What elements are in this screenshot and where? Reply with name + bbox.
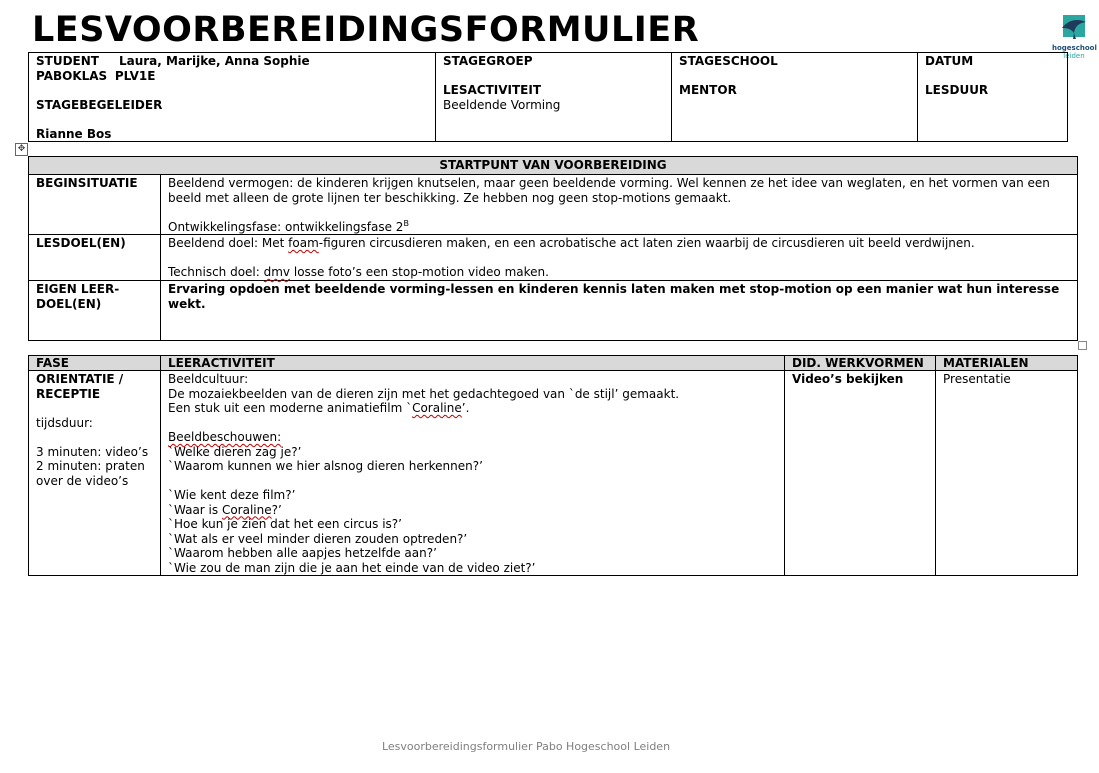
logo-text-hogeschool: hogeschool (1052, 44, 1097, 52)
eigen-label-line1: EIGEN LEER- (36, 282, 120, 296)
beginsituatie-label: BEGINSITUATIE (29, 175, 161, 235)
beginsituatie-cell (161, 175, 1078, 235)
stageschool-cell (672, 53, 918, 142)
act-line8-coraline: Coraline (221, 502, 272, 517)
act-line7: `Wie kent deze film?’ (168, 488, 296, 502)
student-value: Laura, Marijke, Anna Sophie (118, 54, 310, 68)
werkvorm-cell: Video’s bekijken (785, 371, 936, 576)
ontwikkelingsfase-sup: B (403, 218, 409, 228)
fase-line1: ORIENTATIE / (36, 372, 124, 386)
technisch-post: losse foto’s een stop-motion video maken. (290, 265, 549, 279)
act-line8-pre: `Waar is (168, 502, 222, 517)
fase-table (28, 355, 1078, 576)
duur-line1: 3 minuten: video’s (36, 444, 149, 459)
col-leeractiviteit: LEERACTIVITEIT (161, 356, 785, 371)
act-line11: `Waarom hebben alle aapjes hetzelfde aan?’ (168, 546, 437, 560)
eigen-label-line2: DOEL(EN) (36, 296, 102, 311)
bird-logo-icon (1059, 14, 1089, 40)
stageschool-label: STAGESCHOOL (679, 54, 778, 68)
paboklas-label: PABOKLAS (36, 68, 108, 83)
lesactiviteit-label: LESACTIVITEIT (443, 83, 542, 97)
student-label: STUDENT (36, 54, 99, 68)
lesdoel-label: LESDOEL(EN) (29, 235, 161, 281)
tijdsduur-label: tijdsduur: (36, 415, 93, 430)
col-werkvormen: DID. WERKVORMEN (785, 356, 936, 371)
lesdoel-post: -figuren circusdieren maken, en een acrobatische act laten zien waarbij de circusdieren uit beeld verdwijnen. (318, 236, 975, 250)
act-line9: `Hoe kun je zien dat het een circus is?’ (168, 517, 402, 531)
act-line10: `Wat als er veel minder dieren zouden optreden?’ (168, 531, 468, 546)
datum-label: DATUM (925, 54, 974, 68)
info-table (28, 52, 1068, 142)
eigen-leerdoel-text: Ervaring opdoen met beeldende vorming-lessen en kinderen kennis laten maken met stop-motion op een manier wat hun interesse wekt. (161, 281, 1078, 341)
act-line4: Beeldbeschouwen: (168, 430, 282, 444)
act-line8-post: ?’ (271, 502, 282, 517)
fase-line2: RECEPTIE (36, 386, 101, 401)
startpunt-table (28, 156, 1078, 341)
act-line1: Beeldcultuur: (168, 372, 249, 386)
startpunt-header: STARTPUNT VAN VOORBEREIDING (29, 157, 1078, 175)
table-move-handle-icon[interactable]: ✥ (15, 143, 28, 156)
duur-line2: 2 minuten: praten (36, 459, 145, 473)
lesdoel-pre: Beeldend doel: Met (168, 236, 289, 250)
act-line12: `Wie zou de man zijn die je aan het einde van de video ziet?’ (168, 560, 536, 575)
stagebegeleider-value: Rianne Bos (36, 126, 112, 141)
lesdoel-foam: foam (288, 236, 319, 250)
mentor-label: MENTOR (679, 83, 737, 97)
duur-line3: over de video’s (36, 473, 129, 488)
fase-cell (29, 371, 161, 576)
act-line3-pre: Een stuk uit een moderne animatiefilm ` (168, 401, 413, 415)
student-cell (29, 53, 436, 142)
table-resize-handle-icon[interactable] (1078, 341, 1087, 350)
act-line3-post: ’. (461, 401, 470, 415)
ontwikkelingsfase-text: Ontwikkelingsfase: ontwikkelingsfase 2 (168, 219, 404, 234)
act-line3-coraline: Coraline (412, 401, 462, 415)
materiaal-cell: Presentatie (936, 371, 1078, 576)
stagebegeleider-label: STAGEBEGELEIDER (36, 97, 163, 112)
act-line5: `Welke dieren zag je?’ (168, 444, 302, 459)
paboklas-value: PLV1E (114, 68, 156, 83)
col-fase: FASE (29, 356, 161, 371)
lesactiviteit-value: Beeldende Vorming (443, 97, 561, 112)
leeractiviteit-cell (161, 371, 785, 576)
act-line6: `Waarom kunnen we hier alsnog dieren herkennen?’ (168, 459, 483, 473)
eigen-leerdoel-label (29, 281, 161, 341)
technisch-dmv: dmv (263, 265, 291, 279)
page-title: LESVOORBEREIDINGSFORMULIER (32, 10, 700, 50)
stagegroep-cell (436, 53, 672, 142)
beginsituatie-text: Beeldend vermogen: de kinderen krijgen knutselen, maar geen beeldende vorming. Wel kennen ze het idee van weglaten, en het vormen van een beeld met alleen de grote lijnen ter beschikking. Ze hebben nog geen stop-motions gemaakt. (168, 176, 1050, 205)
col-materialen: MATERIALEN (936, 356, 1078, 371)
act-line2: De mozaiekbeelden van de dieren zijn met het gedachtegoed van `de stijl’ gemaakt. (168, 386, 680, 401)
logo-text-leiden: leiden (1063, 52, 1085, 60)
lesduur-label: LESDUUR (925, 83, 989, 97)
technisch-pre: Technisch doel: (168, 265, 264, 279)
stagegroep-label: STAGEGROEP (443, 54, 533, 68)
page-footer: Lesvoorbereidingsformulier Pabo Hogeschool Leiden (381, 740, 671, 753)
datum-cell (918, 53, 1068, 142)
lesdoel-cell (161, 235, 1078, 281)
